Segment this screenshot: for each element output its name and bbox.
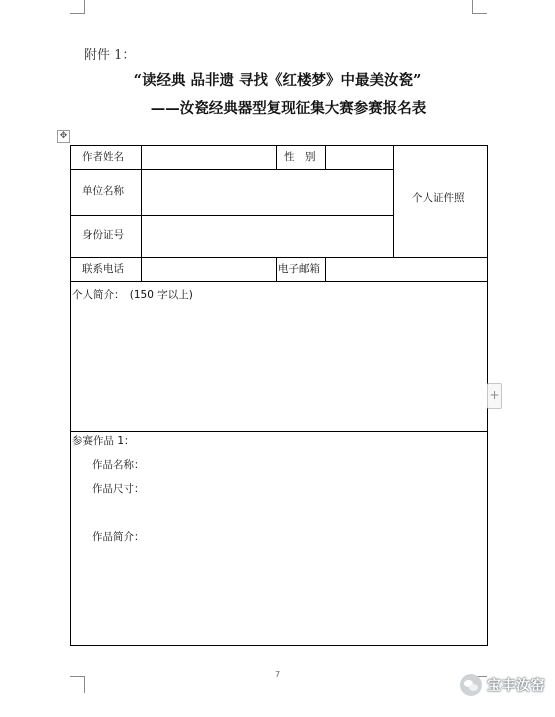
phone-label: 联系电话 [82, 263, 124, 275]
work-size-label: 作品尺寸： [92, 483, 145, 495]
personal-intro-label: 个人简介： (150 字以上) [72, 289, 193, 301]
id-number-label: 身份证号 [82, 229, 124, 241]
table-col-line [276, 145, 277, 170]
form-title-line-2: ——汝瓷经典器型复现征集大赛参赛报名表 [150, 100, 427, 117]
wechat-icon [460, 674, 482, 696]
gender-label: 性 别 [284, 151, 316, 163]
margin-mark-top-right [472, 0, 487, 14]
unit-name-label: 单位名称 [82, 185, 124, 197]
table-row-line [70, 169, 393, 170]
attachment-label: 附件 1： [84, 48, 136, 63]
table-move-handle-icon[interactable]: ✥ [57, 130, 70, 143]
form-title-line-1: “读经典 品非遗 寻找《红楼梦》中最美汝瓷” [133, 72, 422, 89]
table-row-line [70, 281, 488, 282]
registration-form-table [70, 145, 488, 646]
table-row-line [70, 257, 488, 258]
work-intro-label: 作品简介： [92, 531, 145, 543]
table-border-left [70, 145, 71, 646]
page-number: 7 [274, 670, 281, 679]
table-row-line [70, 431, 488, 432]
table-col-line [276, 257, 277, 282]
margin-mark-top-left [70, 0, 85, 14]
table-col-line [141, 145, 142, 282]
author-name-label: 作者姓名 [82, 151, 124, 163]
table-border-top [70, 145, 488, 146]
table-col-line [393, 145, 394, 258]
watermark-text: 宝丰汝窑 [487, 678, 545, 694]
table-border-bottom [70, 645, 488, 646]
table-row-line [70, 215, 393, 216]
entry-label: 参赛作品 1： [72, 435, 135, 447]
work-name-label: 作品名称： [92, 459, 145, 471]
photo-label: 个人证件照 [412, 192, 465, 204]
watermark [460, 674, 545, 696]
table-col-line [325, 257, 326, 282]
add-row-button[interactable]: + [487, 383, 502, 409]
email-label: 电子邮箱 [278, 263, 320, 275]
table-col-line [325, 145, 326, 170]
